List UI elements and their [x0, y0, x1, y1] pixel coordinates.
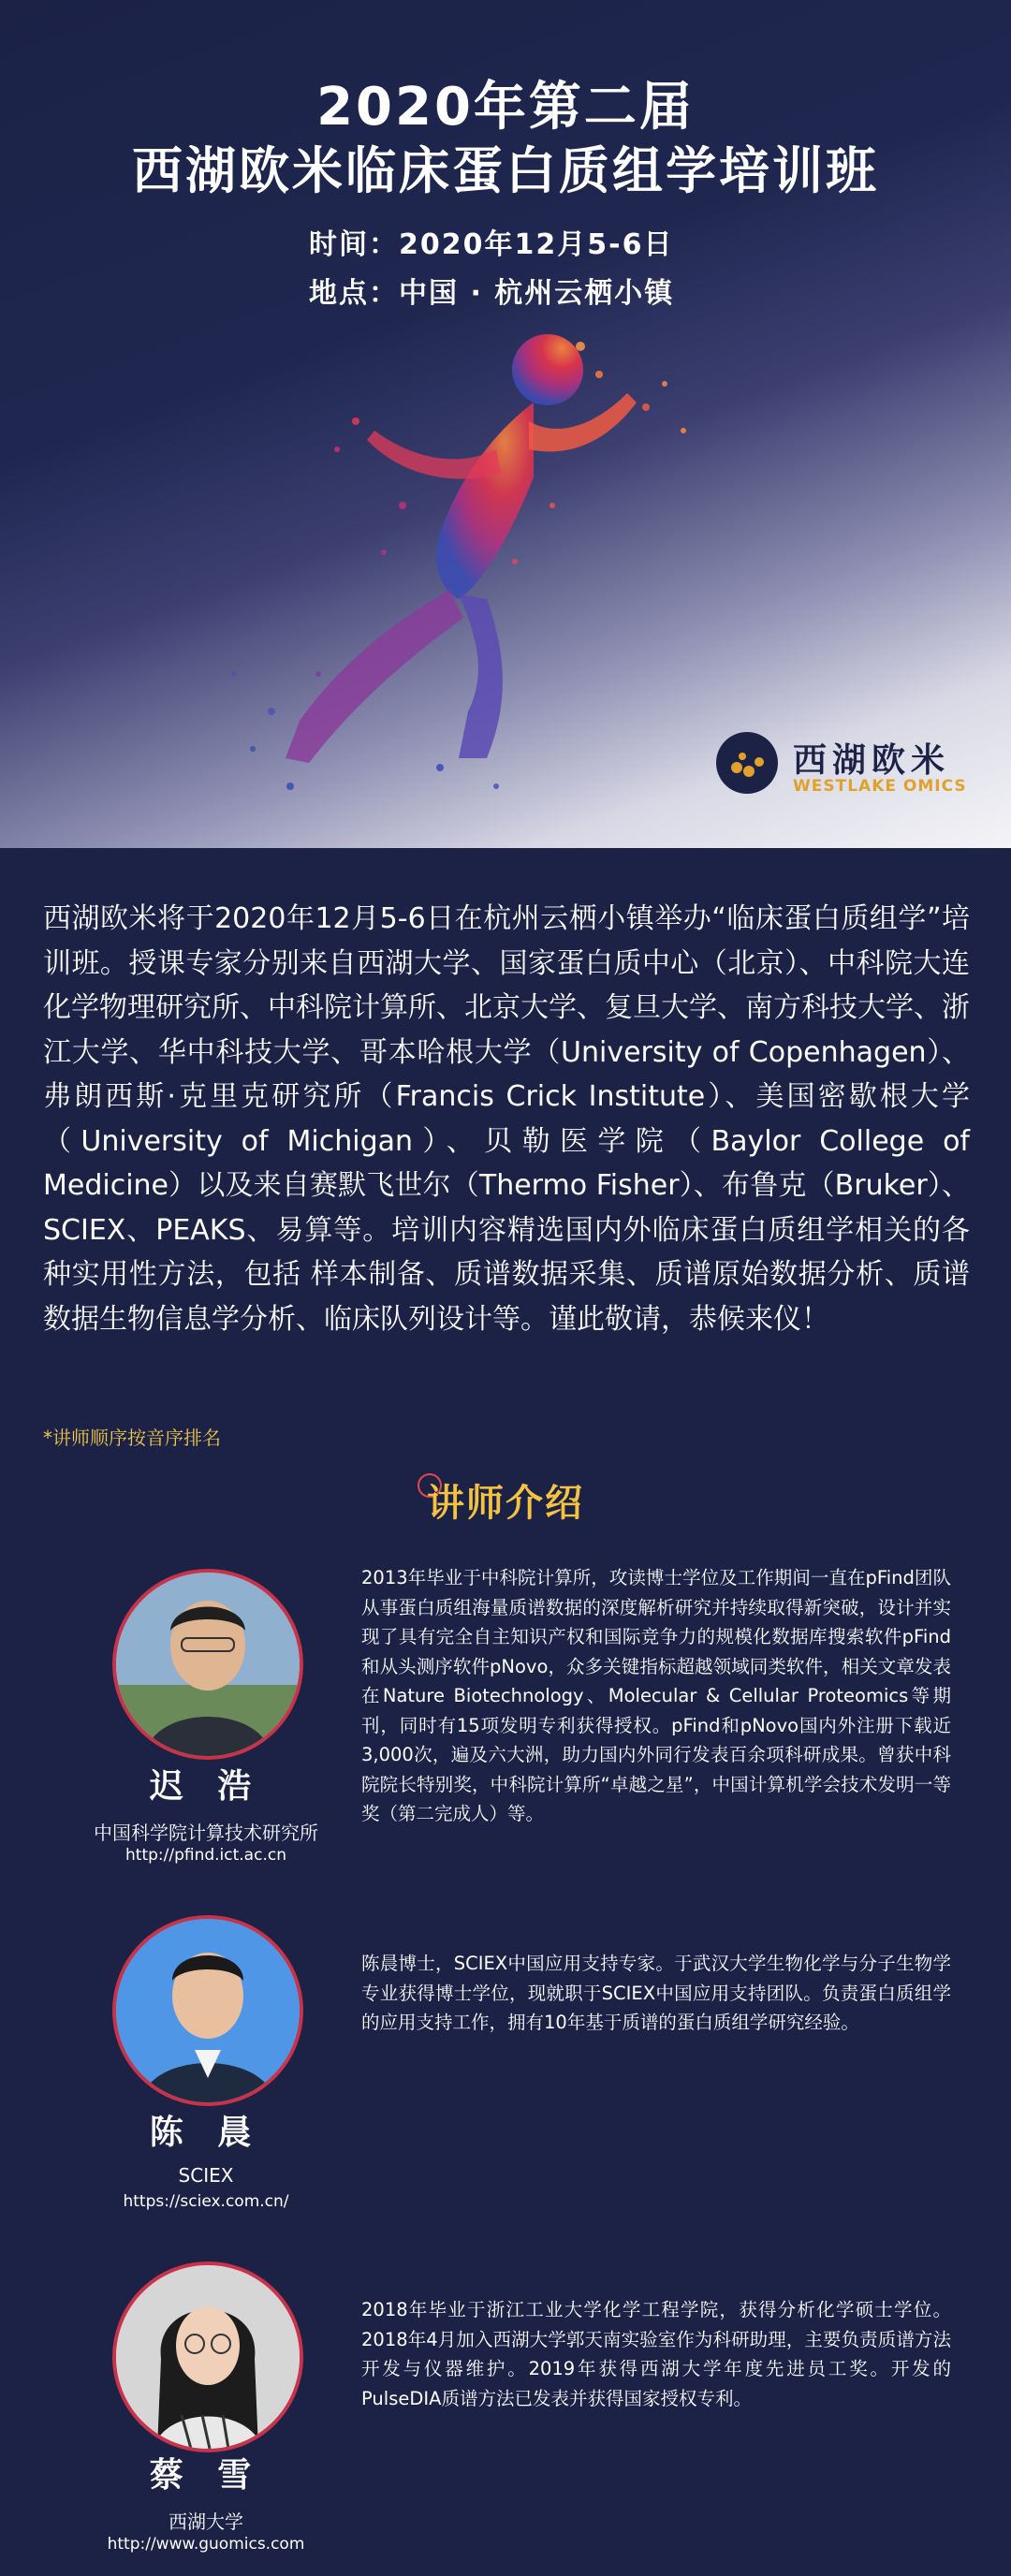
- lecturer-url[interactable]: http://pfind.ict.ac.cn: [125, 1846, 286, 1865]
- lecturer-avatar: [112, 1569, 303, 1760]
- hero-banner: [0, 0, 1011, 848]
- lecturer-affiliation: SCIEX: [178, 2164, 234, 2187]
- event-title-line1: 2020年第二届: [316, 77, 695, 138]
- event-introduction: 西湖欧米将于2020年12月5-6日在杭州云栖小镇举办“临床蛋白质组学”培训班。授课专家分别来自西湖大学、国家蛋白质中心（北京）、中科院大连化学物理研究所、中科院计算所、北京大学、复旦大学、南方科技大学、浙江大学、华中科技大学、哥本哈根大学（University of Copenhagen）、弗朗西斯·克里克研究所（Francis Crick Institute）、美国密歇根大学（University of Michigan）、贝勒医学院（Baylor College of Medicine）以及来自赛默飞世尔（Thermo Fisher）、布鲁克（Bruker）、SCIEX、PEAKS、易算等。培训内容精选国内外临床蛋白质组学相关的各种实用性方法，包括 样本制备、质谱数据采集、质谱原始数据分析、质谱数据生物信息学分析、临床队列设计等。谨此敬请，恭候来仪！: [43, 902, 970, 1336]
- lecturer-url[interactable]: https://sciex.com.cn/: [123, 2192, 289, 2211]
- lecturer-bio: 2018年毕业于浙江工业大学化学工程学院，获得分析化学硕士学位。2018年4月加入西湖大学郭天南实验室作为科研助理，主要负责质谱方法开发与仪器维护。2019年获得西湖大学年度先进员工奖。开发的PulseDIA质谱方法已发表并获得国家授权专利。: [361, 2299, 951, 2409]
- logo-text-cn: 西湖欧米: [793, 740, 951, 780]
- event-title-line2: 西湖欧米临床蛋白质组学培训班: [132, 141, 879, 200]
- lecturer-name: 陈 晨: [149, 2114, 263, 2152]
- lecturer-avatar: [112, 1915, 303, 2106]
- lecturer-affiliation: 西湖大学: [168, 2510, 243, 2533]
- lecturer-bio: 2013年毕业于中科院计算所，攻读博士学位及工作期间一直在pFind团队从事蛋白质组海量质谱数据的深度解析研究并持续取得新突破，设计并实现了具有完全自主知识产权和国际竞争力的规模化数据库搜索软件pFind和从头测序软件pNovo，众多关键指标超越领域同类软件，相关文章发表在Nature Biotechnology、Molecular & Cellular Proteomics等期刊，同时有15项发明专利获得授权。pFind和pNovo国内外注册下载近3,000次，遍及六大洲，助力国内外同行发表百余项科研成果。曾获中科院院长特别奖，中科院计算所“卓越之星”，中国计算机学会技术发明一等奖（第二完成人）等。: [361, 1567, 951, 1824]
- event-location: 地点：中国 · 杭州云栖小镇: [309, 277, 675, 310]
- lecturer-name: 迟 浩: [149, 1767, 263, 1806]
- lecturer-name: 蔡 雪: [149, 2456, 263, 2495]
- lecturer-order-note: *讲师顺序按音序排名: [43, 1427, 221, 1449]
- lecturer-avatar: [112, 2261, 303, 2452]
- logo-mark-icon: [716, 732, 778, 794]
- section-title: 讲师介绍: [427, 1482, 584, 1525]
- lecturer-bio: 陈晨博士，SCIEX中国应用支持专家。于武汉大学生物化学与分子生物学专业获得博士学位，现就职于SCIEX中国应用支持团队。负责蛋白质组学的应用支持工作，拥有10年基于质谱的蛋白质组学研究经验。: [361, 1953, 951, 2033]
- particle-runner-illustration: [159, 318, 740, 805]
- event-time: 时间：2020年12月5-6日: [309, 228, 674, 261]
- logo-text-en: WESTLAKE OMICS: [793, 777, 967, 796]
- lecturer-url[interactable]: http://www.guomics.com: [107, 2535, 305, 2554]
- westlake-omics-logo: [716, 732, 997, 798]
- lecturer-affiliation: 中国科学院计算技术研究所: [94, 1822, 318, 1844]
